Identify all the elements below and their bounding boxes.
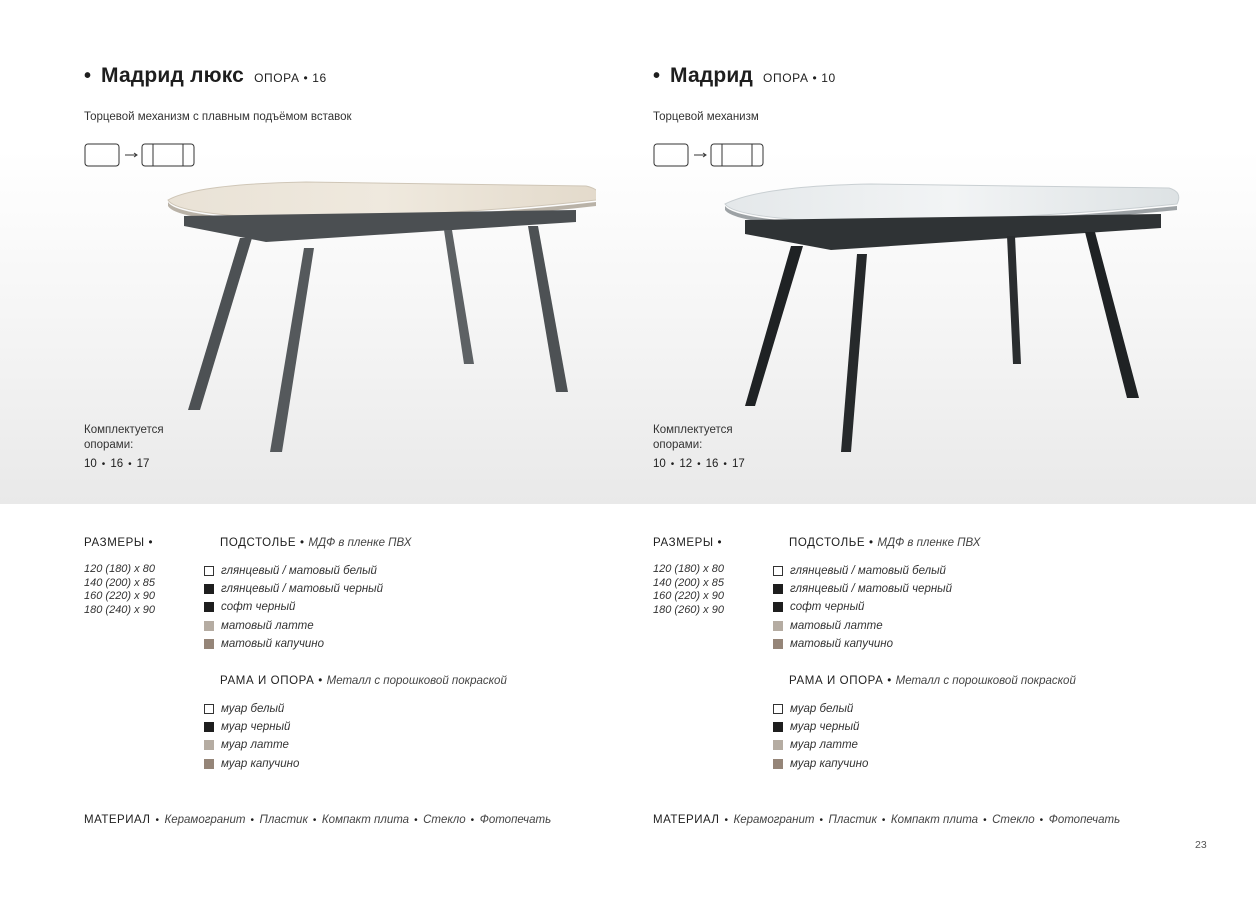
- color-swatch: [773, 722, 783, 732]
- color-option: муар капучино: [773, 755, 868, 773]
- color-option: матовый латте: [204, 617, 383, 635]
- color-swatch: [204, 759, 214, 769]
- extension-mechanism-icon: [84, 142, 196, 168]
- podstolye-color-list: [773, 562, 952, 653]
- color-swatch: [773, 704, 783, 714]
- product-heading: [84, 64, 327, 88]
- color-option: муар черный: [204, 718, 299, 736]
- size-item: 140 (200) x 85: [84, 576, 155, 589]
- rama-title: РАМА И ОПОРА • Металл с порошковой покраской: [220, 675, 507, 687]
- sizes-list: [84, 563, 155, 617]
- color-option: софт черный: [773, 598, 952, 616]
- page-number: 23: [1195, 839, 1207, 851]
- sizes-title: РАЗМЕРЫ •: [653, 537, 723, 549]
- color-option: глянцевый / матовый черный: [204, 580, 383, 598]
- color-option: софт черный: [204, 598, 383, 616]
- rama-title: РАМА И ОПОРА • Металл с порошковой покраской: [789, 675, 1076, 687]
- rama-color-list: [773, 700, 868, 773]
- color-option: муар черный: [773, 718, 868, 736]
- product-column: [84, 0, 684, 900]
- color-option: муар капучино: [204, 755, 299, 773]
- table-image: [156, 176, 596, 466]
- material-line: МАТЕРИАЛ • Керамогранит • Пластик • Компакт плита • Стекло • Фотопечать: [653, 814, 1121, 826]
- sizes-title: РАЗМЕРЫ •: [84, 537, 154, 549]
- mechanism-description: Торцевой механизм: [653, 111, 759, 123]
- equipped-label: Комплектуется опорами:: [84, 424, 164, 451]
- opora-label: ОПОРА • 16: [254, 71, 327, 85]
- color-option: матовый латте: [773, 617, 952, 635]
- color-option: глянцевый / матовый белый: [204, 562, 383, 580]
- size-item: 160 (220) x 90: [84, 590, 155, 602]
- color-option: глянцевый / матовый черный: [773, 580, 952, 598]
- opora-label: ОПОРА • 10: [763, 71, 836, 85]
- equipped-numbers: 10 • 12 • 16 • 17: [653, 458, 745, 470]
- size-item: 120 (180) x 80: [84, 563, 155, 575]
- color-swatch: [773, 639, 783, 649]
- material-line: МАТЕРИАЛ • Керамогранит • Пластик • Компакт плита • Стекло • Фотопечать: [84, 814, 552, 826]
- color-swatch: [773, 740, 783, 750]
- extension-mechanism-icon: [653, 142, 765, 168]
- color-option: матовый капучино: [204, 635, 383, 653]
- color-swatch: [204, 740, 214, 750]
- color-swatch: [204, 704, 214, 714]
- size-item: 180 (260) x 90: [653, 603, 724, 616]
- color-option: муар белый: [204, 700, 299, 718]
- bullet-icon: •: [84, 65, 92, 87]
- size-item: 160 (220) x 90: [653, 590, 724, 602]
- color-swatch: [204, 722, 214, 732]
- color-swatch: [773, 584, 783, 594]
- size-item: 180 (240) x 90: [84, 603, 155, 616]
- color-option: муар латте: [773, 736, 868, 754]
- size-item: 140 (200) x 85: [653, 576, 724, 589]
- color-swatch: [204, 639, 214, 649]
- color-option: матовый капучино: [773, 635, 952, 653]
- equipped-numbers: 10 • 16 • 17: [84, 458, 150, 470]
- bullet-icon: •: [653, 65, 661, 87]
- product-title: Мадрид люкс: [101, 64, 245, 87]
- color-swatch: [773, 602, 783, 612]
- rama-color-list: [204, 700, 299, 773]
- color-swatch: [204, 621, 214, 631]
- product-heading: [653, 64, 836, 88]
- color-option: муар белый: [773, 700, 868, 718]
- color-swatch: [204, 584, 214, 594]
- color-swatch: [773, 566, 783, 576]
- product-title: Мадрид: [670, 64, 754, 87]
- equipped-label: Комплектуется опорами:: [653, 424, 733, 451]
- podstolye-title: ПОДСТОЛЬЕ • МДФ в пленке ПВХ: [789, 537, 981, 549]
- color-option: муар латте: [204, 736, 299, 754]
- size-item: 120 (180) x 80: [653, 563, 724, 575]
- table-image: [721, 176, 1181, 466]
- sizes-list: [653, 563, 724, 617]
- podstolye-color-list: [204, 562, 383, 653]
- color-swatch: [204, 566, 214, 576]
- color-swatch: [773, 621, 783, 631]
- color-swatch: [204, 602, 214, 612]
- color-option: глянцевый / матовый белый: [773, 562, 952, 580]
- podstolye-title: ПОДСТОЛЬЕ • МДФ в пленке ПВХ: [220, 537, 412, 549]
- color-swatch: [773, 759, 783, 769]
- product-column: [653, 0, 1253, 900]
- mechanism-description: Торцевой механизм с плавным подъёмом вставок: [84, 111, 352, 123]
